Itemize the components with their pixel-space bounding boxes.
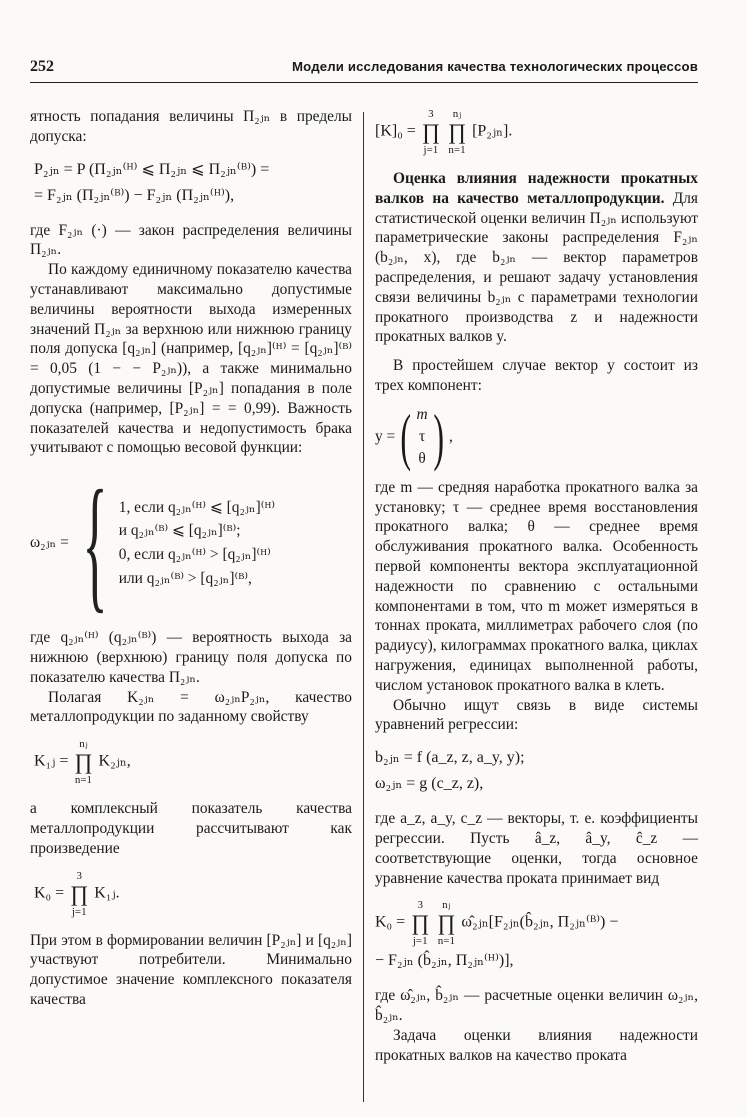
product-operator [70, 869, 88, 919]
paragraph: где ω̂₂ⱼₙ, b̂₂ⱼₙ — расчетные оценки величин ω₂ⱼₙ, b̂₂ⱼₙ. [375, 987, 698, 1025]
section-heading: Оценка влияния надежности прокатных валков на качество металлопродукции. [375, 170, 698, 207]
system-case: или q₂ⱼₙ⁽ᴮ⁾ > [q₂ⱼₙ]⁽ᴮ⁾, [118, 569, 252, 587]
product-upper-limit: nⱼ [442, 899, 451, 912]
page-header [30, 56, 698, 83]
equation-line: − F₂ⱼₙ (b̂₂ⱼₙ, П₂ⱼₙ⁽ᴴ⁾)], [375, 952, 514, 970]
equation-line: b₂ⱼₙ = f (a_z, z, a_y, y); [375, 749, 525, 767]
product-upper-limit: 3 [428, 108, 434, 120]
product-lower-limit: j=1 [71, 905, 87, 918]
left-column [30, 107, 352, 1010]
equation-rhs: K₁ⱼ. [94, 884, 120, 902]
equation-rhs: [P₂ⱼₙ]. [472, 122, 513, 140]
product-operator [422, 107, 440, 157]
vector-lhs: y = [375, 427, 396, 445]
regression-system [375, 745, 698, 797]
system-case: и q₂ⱼₙ⁽ᴮ⁾ ⩽ [q₂ⱼₙ]⁽ᴮ⁾; [118, 522, 241, 540]
right-column [375, 107, 698, 1066]
vector-y [375, 402, 698, 472]
paragraph [375, 169, 698, 347]
vector-tail: , [448, 427, 453, 445]
weight-function-system [30, 460, 352, 627]
product-upper-limit: 3 [417, 899, 423, 912]
system-label: ω₂ⱼₙ = [30, 534, 69, 552]
equation-k1j [30, 737, 352, 787]
product-lower-limit: n=1 [437, 935, 455, 948]
paragraph: По каждому единичному показателю качества устанавливают максимально допустимые величины вероятности выхода измеренных значений П₂ⱼₙ за верхнюю или нижнюю границу поля допуска [q₂ⱼₙ] (например, [q₂ⱼₙ]⁽ᴴ⁾ = [q₂ⱼₙ]⁽ᴮ⁾ = 0,05 (1 − − P₂ⱼₙ)), а также минимально допустимые величины [P₂ⱼₙ] попадания в поле допуска (например, [P₂ⱼₙ] = = 0,99). Важность показателей качества и недопустимость брака учитывают с помощью весовой функции: [30, 261, 352, 457]
product-upper-limit: nⱼ [452, 108, 462, 120]
paragraph: а комплексный показатель качества металлопродукции рассчитывают как произведение [30, 800, 352, 857]
paragraph: ятность попадания величины П₂ⱼₙ в пределы допуска: [30, 108, 352, 145]
equation-k0-bound [375, 107, 698, 157]
product-lower-limit: j=1 [423, 144, 439, 156]
equation-line: ω₂ⱼₙ = g (c_z, z), [375, 775, 484, 793]
left-brace: { [82, 460, 108, 627]
vector-entry: θ [418, 449, 426, 467]
paragraph: где q₂ⱼₙ⁽ᴴ⁾ (q₂ⱼₙ⁽ᴮ⁾) — вероятность выхода за нижнюю (верхнюю) границу поля допуска по показателю качества П₂ⱼₙ. [30, 629, 352, 686]
product-lower-limit: n=1 [448, 144, 466, 156]
system-case: 0, если q₂ⱼₙ⁽ᴴ⁾ > [q₂ⱼₙ]⁽ᴴ⁾ [118, 546, 271, 564]
paragraph: где F₂ⱼₙ (·) — закон распределения величины П₂ⱼₙ. [30, 221, 352, 259]
equation-rhs: ω̂₂ⱼₙ[F₂ⱼₙ(b̂₂ⱼₙ, П₂ⱼₙ⁽ᴮ⁾) − [461, 913, 619, 931]
equation-lhs: K₀ = [34, 884, 65, 902]
equation-line: = F₂ⱼₙ (П₂ⱼₙ⁽ᴮ⁾) − F₂ⱼₙ (П₂ⱼₙ⁽ᴴ⁾), [34, 186, 235, 204]
vector-entry: τ [419, 427, 426, 445]
product-upper-limit: 3 [76, 869, 82, 882]
page-number: 252 [30, 58, 54, 75]
paragraph-body: Для статистической оценки величин П₂ⱼₙ используют параметрические законы распределения F₂ⱼₙ (b₂ⱼₙ, x), где b₂ⱼₙ — вектор параметров распределения, и решают задачу установления связи величины b₂ⱼₙ с параметрами технологии прокатного производства z и надежности прокатных валков y. [375, 189, 698, 346]
system-cases [119, 498, 275, 589]
column-divider [363, 112, 364, 1102]
equation-main-quality [375, 898, 698, 974]
equation-rhs: K₂ⱼₙ, [98, 752, 131, 770]
paragraph: Полагая K₂ⱼₙ = ω₂ⱼₙP₂ⱼₙ, качество металлопродукции по заданному свойству [30, 688, 352, 726]
product-operator [74, 737, 92, 787]
equation-lhs: K₁ⱼ = [34, 752, 69, 770]
product-symbol: ∏ [74, 749, 93, 775]
paragraph: где a_z, a_y, c_z — векторы, т. е. коэффициенты регрессии. Пусть â_z, â_y, ĉ_z — соответствующие оценки, тогда основное уравнение качества проката принимает вид [375, 810, 698, 887]
equation-line: P₂ⱼₙ = P (П₂ⱼₙ⁽ᴴ⁾ ⩽ П₂ⱼₙ ⩽ П₂ⱼₙ⁽ᴮ⁾) = [34, 160, 270, 178]
equation-k0 [30, 869, 352, 919]
system-case: 1, если q₂ⱼₙ⁽ᴴ⁾ ⩽ [q₂ⱼₙ]⁽ᴴ⁾ [118, 498, 276, 516]
product-upper-limit: nⱼ [79, 738, 88, 751]
paragraph: При этом в формировании величин [P₂ⱼₙ] и [q₂ⱼₙ] участвуют потребители. Минимально допустимое значение комплексного показателя качества [30, 931, 352, 1008]
product-operator [411, 898, 429, 948]
product-lower-limit: j=1 [412, 935, 428, 948]
product-operator [448, 107, 466, 157]
product-symbol: ∏ [411, 910, 430, 936]
product-operator [437, 898, 455, 948]
paragraph: В простейшем случае вектор y состоит из трех компонент: [375, 357, 698, 394]
running-title: Модели исследования качества технологических процессов [292, 59, 698, 74]
equation-lhs: K₀ = [375, 913, 406, 931]
right-paren: ) [433, 400, 444, 472]
left-paren: ( [400, 400, 412, 472]
product-symbol: ∏ [437, 910, 456, 936]
paragraph: Задача оценки влияния надежности прокатных валков на качество проката [375, 1026, 698, 1064]
product-symbol: ∏ [70, 880, 89, 906]
equation-line [375, 898, 698, 948]
product-symbol: ∏ [421, 119, 440, 144]
equation-lhs: [K]₀ = [375, 122, 416, 140]
paragraph: где m — средняя наработка прокатного валка за установку; τ — среднее время восстановления прокатного валка; θ — среднее время обслуживания прокатного валка. Особенность первой компоненты вектора эксплуатационной надежности по сравнению с остальными компонентами в том, что m может измеряться в тоннах проката, миллиметрах рабочего слоя (по радиусу), килограммах прокатного валка, циклах нагружения, единицах выполненной работы, числом установок прокатного валка в клеть. [375, 478, 698, 694]
equation-probability [30, 157, 352, 209]
product-lower-limit: n=1 [74, 774, 93, 787]
paragraph: Обычно ищут связь в виде системы уравнений регрессии: [375, 696, 698, 734]
vector-entry: m [416, 405, 428, 423]
product-symbol: ∏ [447, 119, 467, 144]
vector-entries [417, 404, 428, 470]
